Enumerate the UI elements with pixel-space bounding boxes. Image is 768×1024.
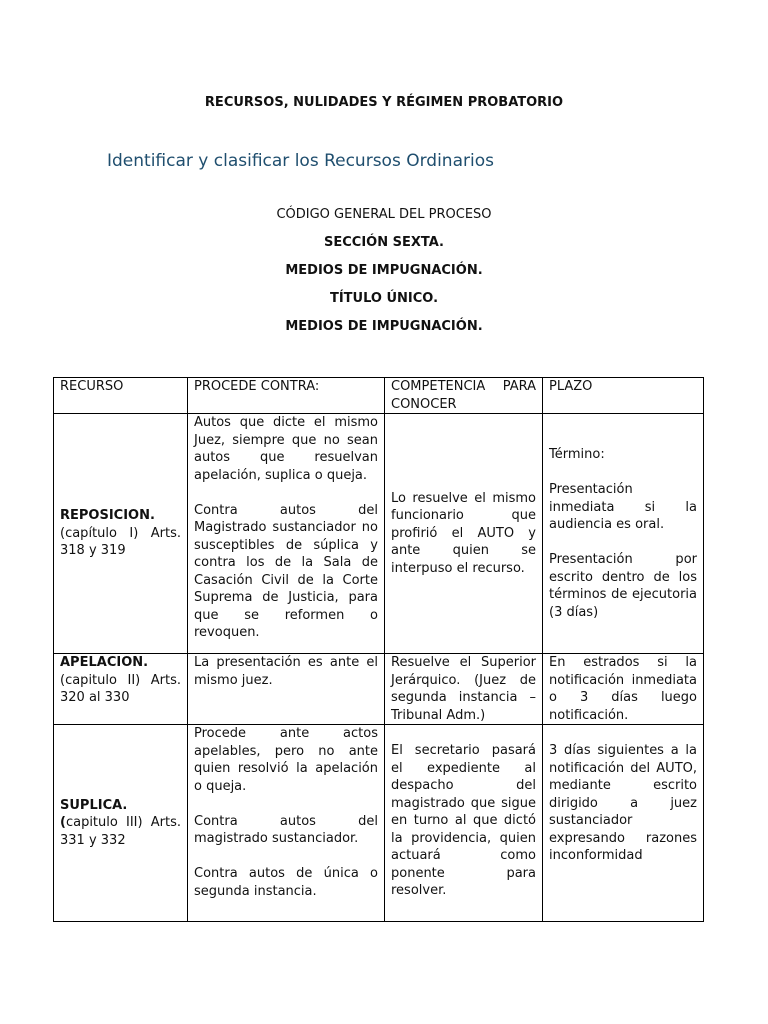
- recurso-name: SUPLICA.: [60, 797, 128, 813]
- recurso-cell: [54, 725, 188, 922]
- plazo-cell: [543, 414, 704, 654]
- recurso-name: APELACION.: [60, 655, 149, 670]
- document-title: RECURSOS, NULIDADES Y RÉGIMEN PROBATORIO: [204, 95, 564, 110]
- table-row: [54, 414, 704, 654]
- procede-text: Contra autos del Magistrado sustanciador no susceptibles de súplica y contra los de la Sala de Casación Civil de la Corte Suprema de Justicia, para que se reformen o revoquen.: [194, 502, 378, 640]
- competencia-text: El secretario pasará el expediente al despacho del magistrado que sigue en turno al que dictó la providencia, quien actuará como ponente para resolver.: [391, 743, 536, 898]
- recurso-ref: capitulo III) Arts. 331 y 332: [60, 815, 181, 848]
- header-plazo: PLAZO: [543, 378, 704, 414]
- recurso-name: REPOSICION.: [60, 508, 155, 524]
- heading-titulo-unico: TÍTULO ÚNICO.: [329, 291, 439, 306]
- competencia-cell: [385, 414, 543, 654]
- recurso-cell: [54, 414, 188, 654]
- document-subtitle: Identificar y clasificar los Recursos Ordinarios: [107, 151, 494, 171]
- procede-cell: [188, 414, 385, 654]
- table-header-row: [54, 378, 704, 414]
- procede-cell: [188, 654, 385, 725]
- code-name: CÓDIGO GENERAL DEL PROCESO: [276, 207, 492, 222]
- recursos-table: [53, 377, 704, 922]
- plazo-cell: [543, 654, 704, 725]
- plazo-cell: [543, 725, 704, 922]
- competencia-text: Resuelve el Superior Jerárquico. (Juez de segunda instancia – Tribunal Adm.): [391, 655, 536, 723]
- procede-text: Contra autos de única o segunda instancia.: [194, 866, 378, 899]
- procede-text: Autos que dicte el mismo Juez, siempre que no sean autos que resuelvan apelación, suplica o queja.: [194, 415, 378, 483]
- recurso-cell: [54, 654, 188, 725]
- table-row: [54, 654, 704, 725]
- recurso-ref-line: [60, 814, 181, 849]
- competencia-cell: [385, 725, 543, 922]
- section-heading: SECCIÓN SEXTA.: [324, 235, 444, 250]
- procede-text: Contra autos del magistrado sustanciador.: [194, 813, 378, 846]
- recurso-ref: (capitulo II) Arts. 320 al 330: [60, 672, 181, 705]
- header-competencia: COMPETENCIA PARA CONOCER: [385, 378, 543, 414]
- table-row: [54, 725, 704, 922]
- header-procede: PROCEDE CONTRA:: [188, 378, 385, 414]
- plazo-text: Presentación por escrito dentro de los términos de ejecutoria (3 días): [549, 552, 697, 620]
- competencia-text: Lo resuelve el mismo funcionario que profirió el AUTO y ante quien se interpuso el recurso.: [391, 490, 536, 576]
- plazo-text: Término:: [549, 447, 605, 462]
- heading-impugnacion-2: MEDIOS DE IMPUGNACIÓN.: [285, 319, 483, 334]
- plazo-text: 3 días siguientes a la notificación del AUTO, mediante escrito dirigido a juez sustanciador expresando razones inconformidad: [549, 743, 697, 863]
- recurso-ref-paren: (: [60, 815, 66, 831]
- recurso-ref: (capítulo I) Arts. 318 y 319: [60, 525, 181, 559]
- competencia-cell: [385, 654, 543, 725]
- heading-impugnacion-1: MEDIOS DE IMPUGNACIÓN.: [285, 263, 483, 278]
- header-recurso: RECURSO: [54, 378, 188, 414]
- plazo-text: En estrados si la notificación inmediata o 3 días luego notificación.: [549, 655, 697, 723]
- procede-cell: [188, 725, 385, 922]
- procede-text: Procede ante actos apelables, pero no ante quien resolvió la apelación o queja.: [194, 726, 378, 794]
- plazo-text: Presentación inmediata si la audiencia es oral.: [549, 482, 697, 532]
- procede-text: La presentación es ante el mismo juez.: [194, 655, 378, 688]
